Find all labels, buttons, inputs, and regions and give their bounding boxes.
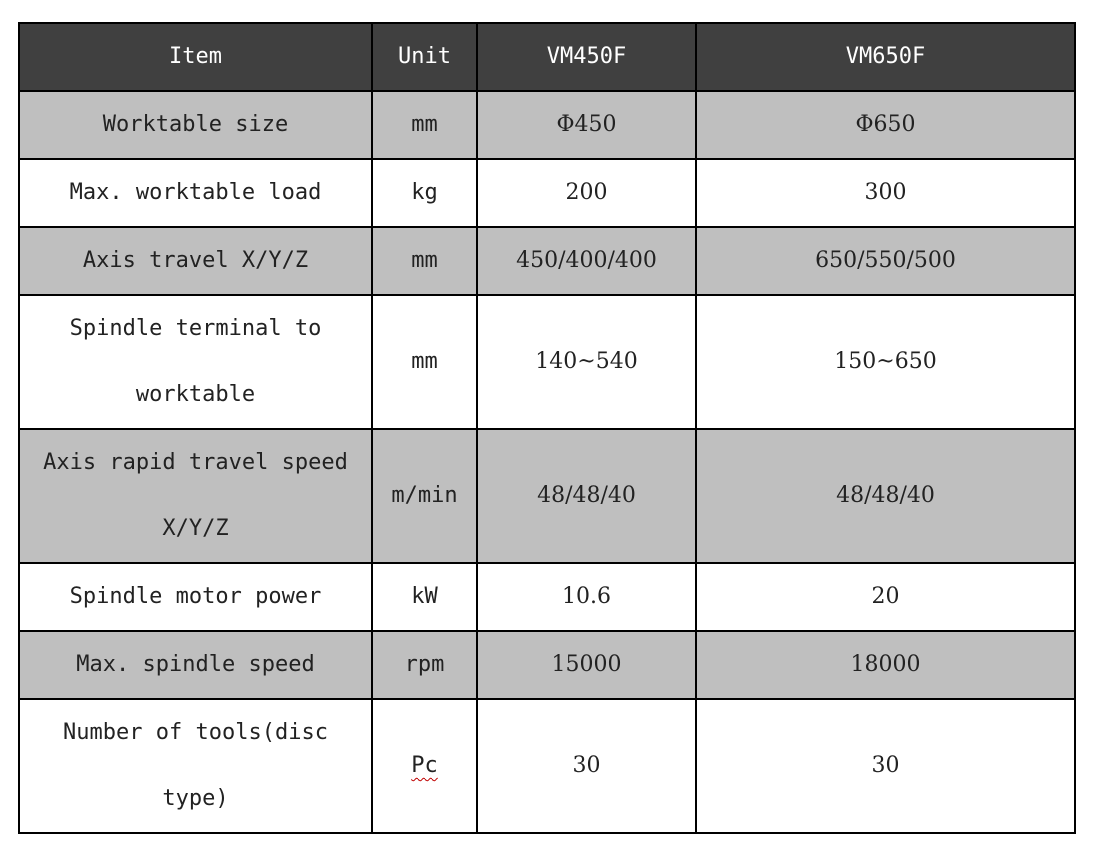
row-unit: kg: [372, 159, 477, 227]
row-item: Max. spindle speed: [19, 631, 372, 699]
table-row: [19, 91, 1075, 159]
row-value-vm450f: 48/48/40: [477, 429, 696, 563]
header-model-vm650f: VM650F: [696, 23, 1075, 91]
spellcheck-underlined-unit: Pc: [411, 753, 438, 778]
row-item: Spindle terminal to worktable: [19, 295, 372, 429]
header-item: Item: [19, 23, 372, 91]
row-unit: rpm: [372, 631, 477, 699]
row-value-vm450f: 30: [477, 699, 696, 833]
table-row: [19, 563, 1075, 631]
row-value-vm450f: 200: [477, 159, 696, 227]
row-value-vm450f: 450/400/400: [477, 227, 696, 295]
row-value-vm650f: Φ650: [696, 91, 1075, 159]
row-item: Axis travel X/Y/Z: [19, 227, 372, 295]
table-row: [19, 295, 1075, 429]
row-value-vm450f: Φ450: [477, 91, 696, 159]
table-row: [19, 227, 1075, 295]
row-item: Worktable size: [19, 91, 372, 159]
header-row: [19, 23, 1075, 91]
table-row: [19, 429, 1075, 563]
row-value-vm650f: 18000: [696, 631, 1075, 699]
row-item: Spindle motor power: [19, 563, 372, 631]
row-value-vm450f: 140~540: [477, 295, 696, 429]
row-unit: mm: [372, 91, 477, 159]
row-value-vm650f: 30: [696, 699, 1075, 833]
row-value-vm650f: 650/550/500: [696, 227, 1075, 295]
row-item: Axis rapid travel speed X/Y/Z: [19, 429, 372, 563]
row-unit: kW: [372, 563, 477, 631]
row-unit: mm: [372, 295, 477, 429]
row-value-vm450f: 10.6: [477, 563, 696, 631]
spec-table: [18, 22, 1076, 834]
header-model-vm450f: VM450F: [477, 23, 696, 91]
table-row: [19, 699, 1075, 833]
row-unit: m/min: [372, 429, 477, 563]
table-row: [19, 159, 1075, 227]
header-unit: Unit: [372, 23, 477, 91]
row-value-vm650f: 20: [696, 563, 1075, 631]
row-value-vm650f: 48/48/40: [696, 429, 1075, 563]
row-unit: [372, 699, 477, 833]
row-value-vm450f: 15000: [477, 631, 696, 699]
row-item: Max. worktable load: [19, 159, 372, 227]
row-item: Number of tools(disc type): [19, 699, 372, 833]
row-unit: mm: [372, 227, 477, 295]
row-value-vm650f: 150~650: [696, 295, 1075, 429]
row-value-vm650f: 300: [696, 159, 1075, 227]
table-row: [19, 631, 1075, 699]
